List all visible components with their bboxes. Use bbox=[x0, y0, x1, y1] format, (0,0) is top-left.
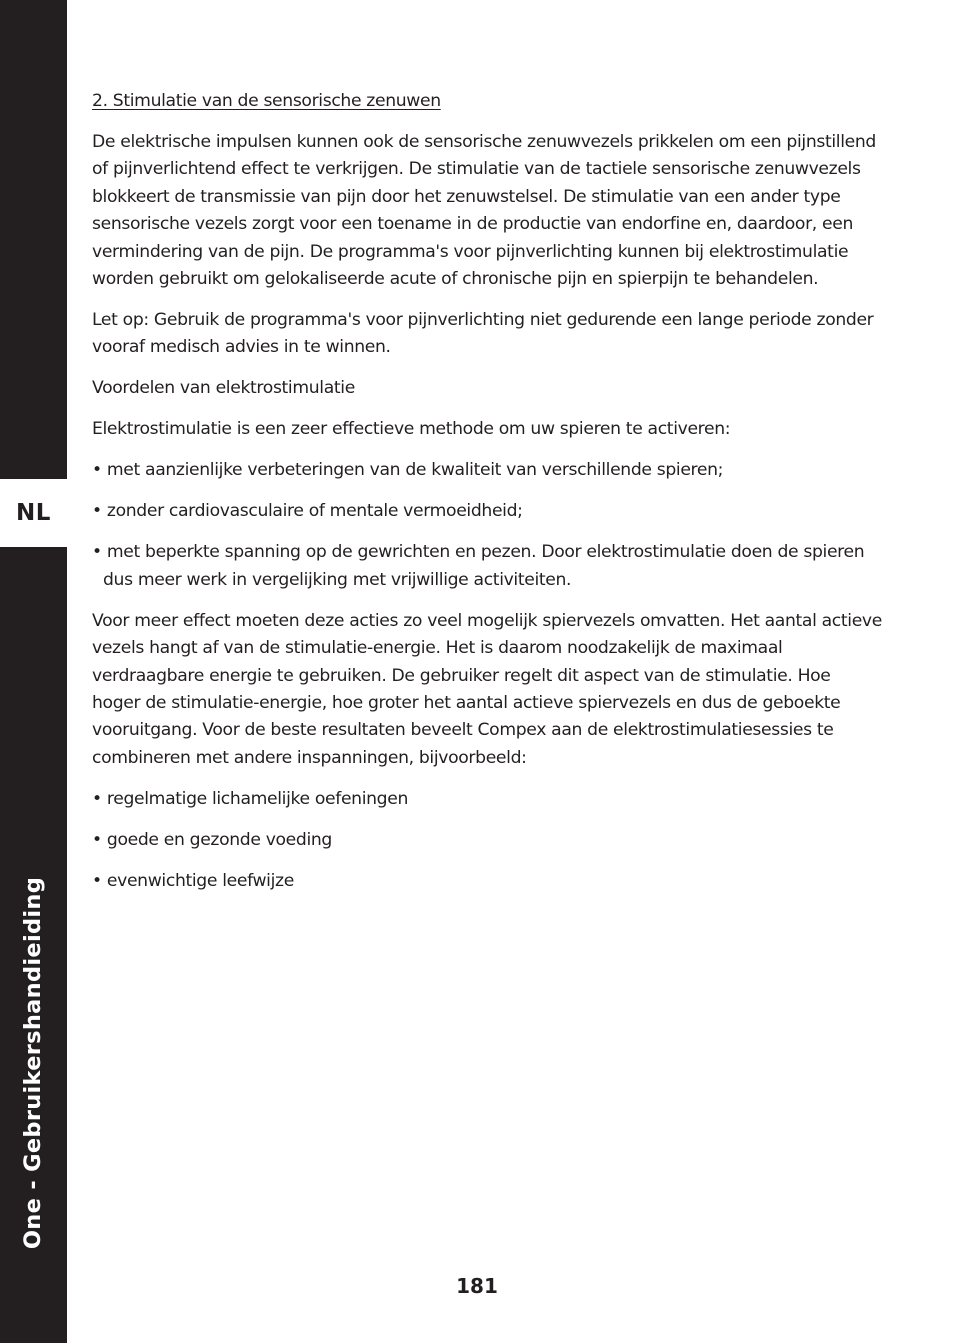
paragraph-caution: Let op: Gebruik de programma's voor pijnverlichting niet gedurende een lange periode zonder vooraf medisch advies in te winnen. bbox=[92, 310, 874, 358]
list-item: • goede en gezonde voeding bbox=[92, 829, 332, 850]
list-item: • met beperkte spanning op de gewrichten en pezen. Door elektrostimulatie doen de spieren dus meer werk in vergelijking met vrijwillige activiteiten. bbox=[92, 542, 865, 590]
language-tab: NL bbox=[0, 479, 67, 547]
list-item: • regelmatige lichamelijke oefeningen bbox=[92, 788, 409, 809]
page-number: 181 bbox=[456, 1274, 498, 1298]
paragraph-benefits-intro: Elektrostimulatie is een zeer effectieve methode om uw spieren te activeren: bbox=[92, 419, 731, 440]
main-content bbox=[92, 88, 882, 909]
paragraph-benefits-title: Voordelen van elektrostimulatie bbox=[92, 378, 355, 399]
manual-title: One - Gebruikershandieiding bbox=[20, 876, 46, 1250]
list-item: • met aanzienlijke verbeteringen van de kwaliteit van verschillende spieren; bbox=[92, 460, 724, 481]
list-item: • evenwichtige leefwijze bbox=[92, 870, 294, 891]
side-bar bbox=[0, 0, 67, 1343]
section-heading: 2. Stimulatie van de sensorische zenuwen bbox=[92, 91, 441, 111]
list-item: • zonder cardiovasculaire of mentale vermoeidheid; bbox=[92, 501, 523, 522]
paragraph-effect: Voor meer effect moeten deze acties zo veel mogelijk spiervezels omvatten. Het aantal actieve vezels hangt af van de stimulatie-energie. Het is daarom noodzakelijk de maximaal verdraagbare energie te gebruiken. De gebruiker regelt dit aspect van de stimulatie. Hoe hoger de stimulatie-energie, hoe groter het aantal actieve spiervezels en dus de geboekte vooruitgang. Voor de beste resultaten beveelt Compex aan de elektrostimulatiesessies te combineren met andere inspanningen, bijvoorbeeld: bbox=[92, 610, 882, 768]
paragraph-sensory-nerves: De elektrische impulsen kunnen ook de sensorische zenuwvezels prikkelen om een pijnstillend of pijnverlichtend effect te verkrijgen. De stimulatie van de tactiele sensorische zenuwvezels blokkeert de transmissie van pijn door het zenuwstelsel. De stimulatie van een ander type sensorische vezels zorgt voor een toename in de productie van endorfine en, daardoor, een vermindering van de pijn. De programma's voor pijnverlichting kunnen bij elektrostimulatie worden gebruikt om gelokaliseerde acute of chronische pijn en spierpijn te behandelen. bbox=[92, 132, 876, 290]
